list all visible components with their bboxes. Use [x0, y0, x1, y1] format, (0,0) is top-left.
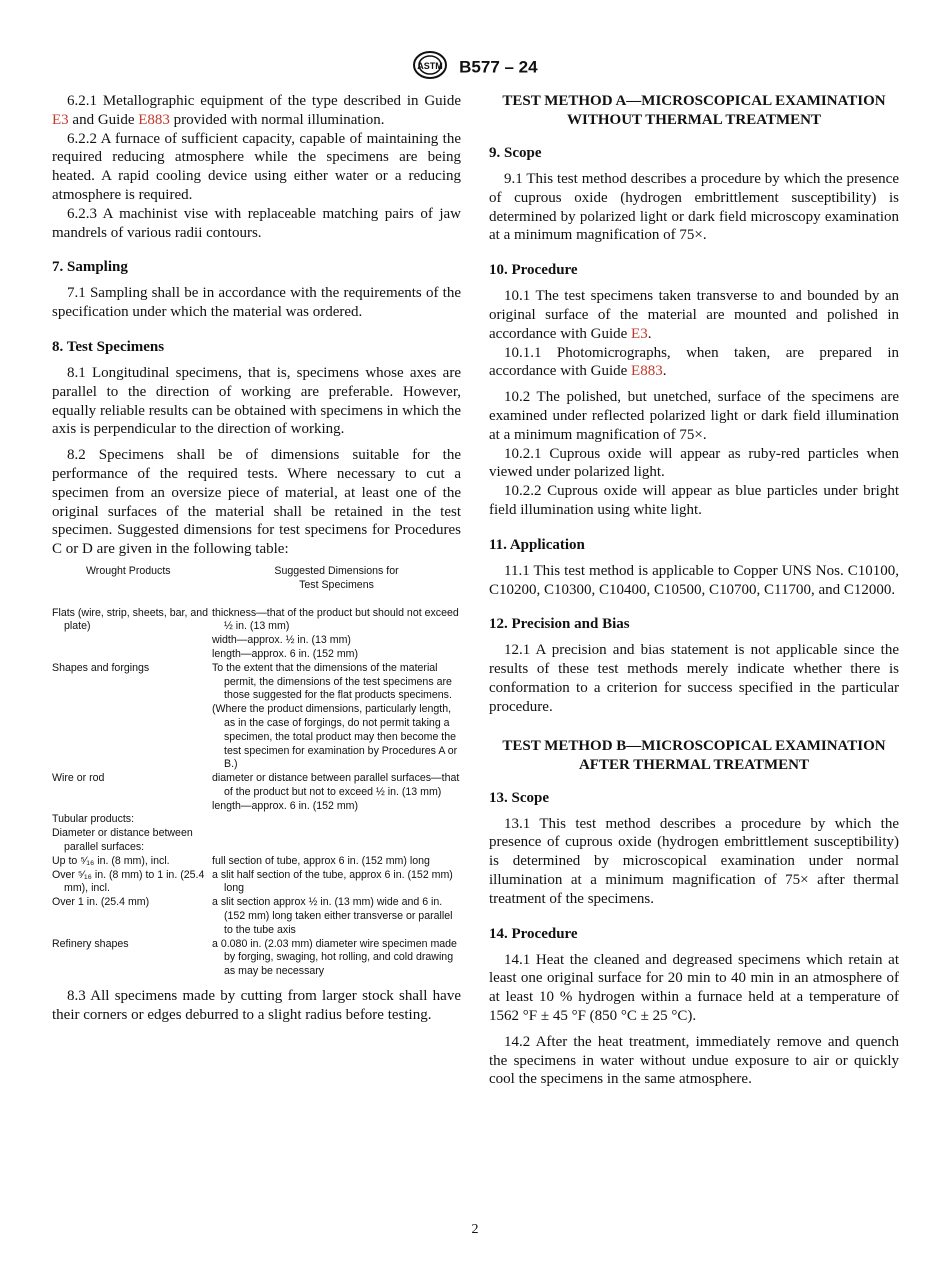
- section-heading-11: 11. Application: [489, 536, 585, 553]
- paragraph-10-1-1: 10.1.1 Photomicrographs, when taken, are prepared in accordance with Guide E883.: [489, 344, 899, 380]
- page-number: 2: [471, 1222, 479, 1237]
- paragraph-10-2-2: 10.2.2 Cuprous oxide will appear as blue particles under bright field illumination using white light.: [489, 483, 899, 518]
- left-column: [52, 92, 461, 1025]
- table-header-products: Wrought Products: [86, 564, 171, 577]
- section-heading-14: 14. Procedure: [489, 925, 578, 942]
- paragraph-13-1: 13.1 This test method describes a procedure by which the presence of cuprous oxide (hydrogen embrittlement susceptibility) is determined by microscopical examination under normal illumination at a minimum magnification of 75× after thermal treatment of the specimens.: [489, 815, 899, 907]
- paragraph-6-2-2: 6.2.2 A furnace of sufficient capacity, capable of maintaining the required reducing atmosphere while the specimens are being heated. A rapid cooling device using either water or a reducing atmosphere is required.: [52, 130, 461, 203]
- section-heading-8: 8. Test Specimens: [52, 338, 165, 355]
- table-row: Over ⁵⁄₁₆ in. (8 mm) to 1 in. (25.4 mm), incl. a slit half section of the tube, approx 6 in. (152 mm) long: [52, 868, 453, 895]
- paragraph-14-2: 14.2 After the heat treatment, immediately remove and quench the specimens in water without undue exposure to air or quickly cool the specimens in the same atmosphere.: [489, 1033, 899, 1088]
- table-row: Refinery shapes a 0.080 in. (2.03 mm) diameter wire specimen made by forging, swaging, hot rolling, and cold drawing as may be necessary: [52, 937, 457, 978]
- link-e3[interactable]: E3: [52, 111, 69, 128]
- paragraph-10-2-1: 10.2.1 Cuprous oxide will appear as ruby-red particles when viewed under polarized light.: [489, 445, 899, 481]
- table-header-dimensions: Suggested Dimensions for Test Specimens: [274, 564, 399, 591]
- paragraph-10-2: 10.2 The polished, but unetched, surface of the specimens are examined under reflected polarized light or dark field illumination at a minimum magnification of 75×.: [489, 389, 899, 443]
- paragraph-9-1: 9.1 This test method describes a procedure by which the presence of cuprous oxide (hydrogen embrittlement susceptibility) is determined by polarized light or dark field microscopy examination at a minimum magnification of 75×.: [489, 171, 899, 244]
- section-heading-9: 9. Scope: [489, 145, 542, 161]
- paragraph-7-1: 7.1 Sampling shall be in accordance with the requirements of the specification under which the material was ordered.: [52, 285, 461, 321]
- paragraph-8-3: 8.3 All specimens made by cutting from larger stock shall have their corners or edges deburred to a slight radius before testing.: [52, 988, 461, 1023]
- table-row: Up to ⁵⁄₁₆ in. (8 mm), incl. full section of tube, approx 6 in. (152 mm) long: [52, 854, 430, 867]
- right-column: [489, 92, 899, 1089]
- link-e883[interactable]: E883: [631, 363, 663, 380]
- paragraph-6-2-3: 6.2.3 A machinist vise with replaceable matching pairs of jaw mandrels of various radii contours.: [52, 205, 461, 241]
- table-row: Over 1 in. (25.4 mm) a slit section approx ½ in. (13 mm) wide and 6 in. (152 mm) long taken either transverse or parallel to the tube axis: [52, 896, 453, 936]
- section-heading-7: 7. Sampling: [52, 259, 128, 276]
- table-row: Shapes and forgings To the extent that the dimensions of the material permit, the dimensions of the test specimens are those suggested for the flat products specimens. (Where the product dimensions, particularly length, as in the case of forgings, do not permit taking a specimen, the total product may then become the test specimen for examination by Procedures A or B.): [52, 661, 458, 771]
- method-b-heading: TEST METHOD B—MICROSCOPICAL EXAMINATION AFTER THERMAL TREATMENT: [502, 737, 886, 773]
- document-id: B577 – 24: [459, 57, 538, 77]
- method-a-heading: TEST METHOD A—MICROSCOPICAL EXAMINATION WITHOUT THERMAL TREATMENT: [502, 93, 886, 128]
- paragraph-11-1: 11.1 This test method is applicable to Copper UNS Nos. C10100, C10200, C10300, C10400, C10500, C10700, C11700, and C12000.: [489, 562, 899, 598]
- paragraph-6-2-1: 6.2.1 Metallographic equipment of the type described in Guide E3 and Guide E883 provided with normal illumination.: [52, 93, 461, 128]
- page-header: [0, 50, 950, 85]
- table-row: Tubular products:: [52, 813, 135, 826]
- paragraph-8-1: 8.1 Longitudinal specimens, that is, specimens whose axes are parallel to the direction of working are preferable. However, equally reliable results can be obtained with specimens in which the axis is perpendicular to the direction of working.: [52, 364, 461, 438]
- paragraph-14-1: 14.1 Heat the cleaned and degreased specimens which retain at least one original surface for 20 min to 40 min in an atmosphere of at least 10 % hydrogen within a furnace held at a temperature of 1562 °F ± 45 °F (850 °C ± 25 °C).: [489, 951, 899, 1024]
- link-e3[interactable]: E3: [631, 325, 648, 342]
- section-heading-10: 10. Procedure: [489, 262, 578, 279]
- paragraph-10-1: 10.1 The test specimens taken transverse to and bounded by an original surface of the material are mounted and polished in accordance with Guide E3.: [489, 288, 899, 342]
- astm-logo-icon: [412, 50, 448, 85]
- section-heading-12: 12. Precision and Bias: [489, 616, 630, 633]
- paragraph-8-2: 8.2 Specimens shall be of dimensions suitable for the performance of the required tests. Where necessary to cut a specimen from an oversize piece of material, at least one of the original surfaces of the material shall be retained in the test specimen. Suggested dimensions for test specimens for Procedures C or D are given in the following table:: [52, 447, 461, 558]
- link-e883[interactable]: E883: [138, 111, 170, 128]
- table-row: Diameter or distance between parallel surfaces:: [52, 827, 193, 854]
- paragraph-12-1: 12.1 A precision and bias statement is not applicable since the results of these test methods merely indicate whether there is conformation to a criterion for success specified in the particular procedure.: [489, 642, 899, 715]
- table-row: Flats (wire, strip, sheets, bar, and plate) thickness—that of the product but should not exceed ½ in. (13 mm) width—approx. ½ in. (13 mm) length—approx. 6 in. (152 mm): [52, 606, 459, 660]
- section-heading-13: 13. Scope: [489, 789, 549, 806]
- svg-text:ASTM: ASTM: [417, 61, 444, 71]
- specimen-dimensions-table: [52, 565, 461, 979]
- table-row: Wire or rod diameter or distance between parallel surfaces—that of the product but not to exceed ½ in. (13 mm) length—approx. 6 in. (152 mm): [52, 772, 460, 812]
